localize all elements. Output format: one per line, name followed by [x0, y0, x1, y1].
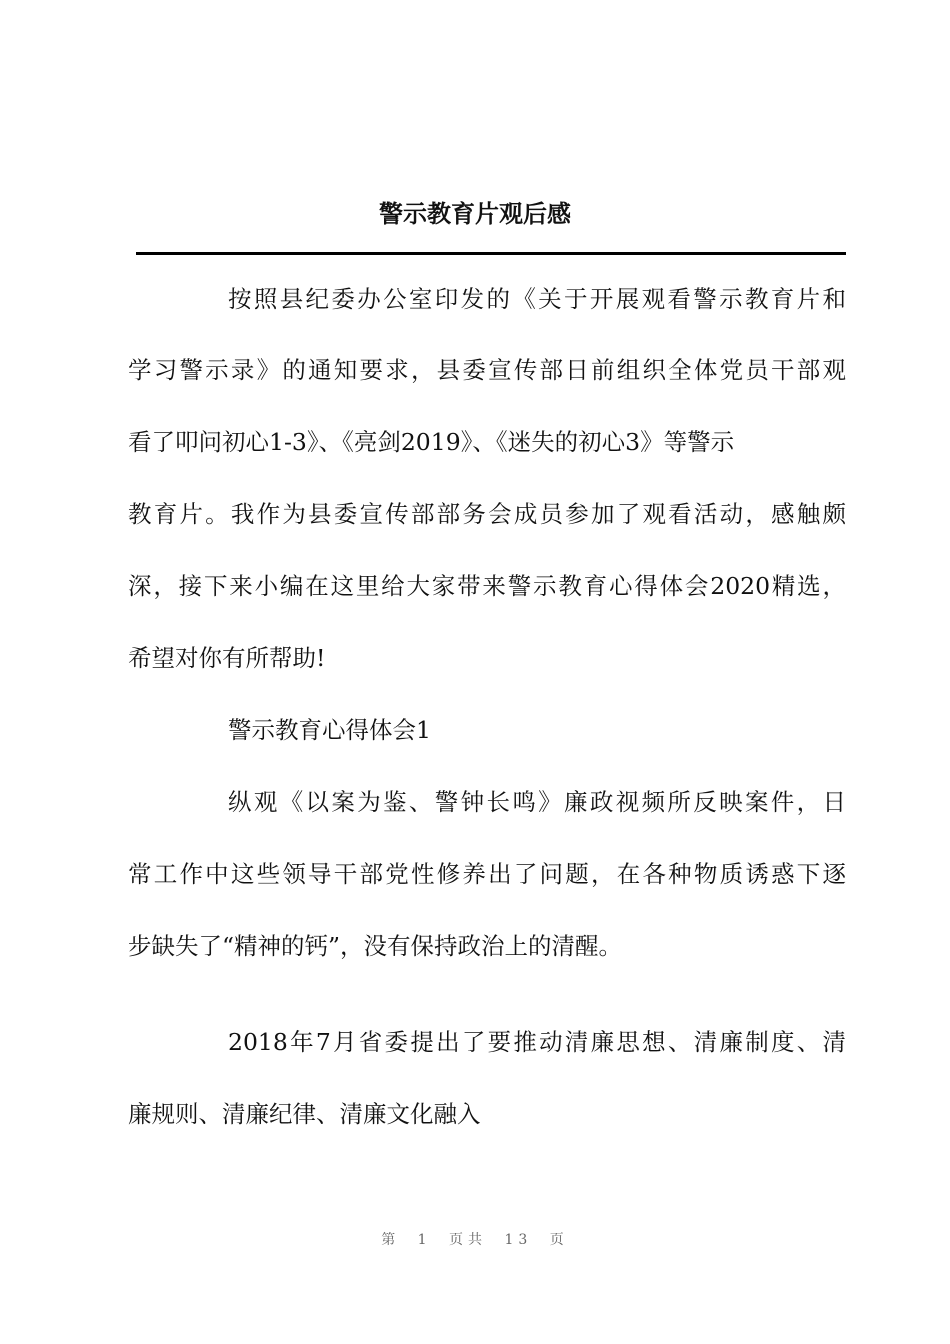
paragraph-line: 深，接下来小编在这里给大家带来警示教育心得体会2020精选，	[128, 572, 846, 600]
paragraph-line: 看了叩问初心1-3》、《亮剑2019》、《迷失的初心3》等警示	[128, 428, 735, 456]
document-title: 警示教育片观后感	[379, 200, 571, 228]
section-heading: 警示教育心得体会1	[228, 716, 431, 744]
paragraph-line: 按照县纪委办公室印发的《关于开展观看警示教育片和	[228, 285, 846, 313]
page-number-footer: 第 1 页共 13 页	[381, 1232, 569, 1248]
paragraph-line: 希望对你有所帮助!	[128, 644, 326, 672]
paragraph-line: 纵观《以案为鉴、警钟长鸣》廉政视频所反映案件，日	[228, 788, 846, 816]
paragraph-line: 教育片。我作为县委宣传部部务会成员参加了观看活动，感触颇	[128, 500, 846, 528]
title-divider	[136, 252, 846, 255]
paragraph-line: 廉规则、清廉纪律、清廉文化融入	[128, 1100, 481, 1128]
paragraph-line: 学习警示录》的通知要求，县委宣传部日前组织全体党员干部观	[128, 356, 846, 384]
paragraph-line: 步缺失了“精神的钙”，没有保持政治上的清醒。	[128, 932, 623, 960]
paragraph-line: 常工作中这些领导干部党性修养出了问题，在各种物质诱惑下逐	[128, 860, 846, 888]
paragraph-line: 2018年7月省委提出了要推动清廉思想、清廉制度、清	[228, 1028, 846, 1056]
